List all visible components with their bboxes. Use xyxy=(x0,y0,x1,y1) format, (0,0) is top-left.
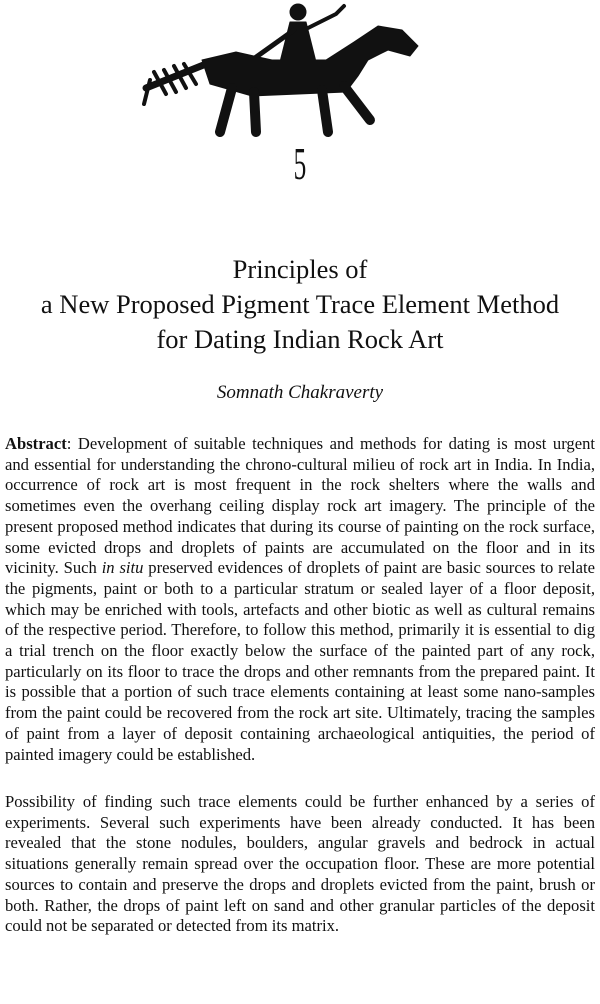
abstract-italic-term: in situ xyxy=(101,558,144,578)
abstract-text-part-2: preserved evidences of droplets of paint are basic sources to relate the pigments, paint or both to a particular stratum or sealed layer of a floor deposit, which may be enriched with tools, artefacts and other biotic as well as cultural remains of the respective period. Therefore, to follow this method, primarily it is essential to dig a trial trench on the floor exactly below the surface of the painted part of any rock, particularly on its floor to trace the drops and other remnants from the prepared paint. It is possible that a portion of such trace elements containing at least some nano-samples from the paint could be recovered from the rock art site. Ultimately, tracing the samples of paint from a layer of deposit containing archaeological antiquities, the period of painted imagery could be established. xyxy=(5,558,595,764)
rock-art-rider-illustration xyxy=(140,0,460,140)
abstract-paragraph xyxy=(5,434,595,765)
abstract-label: Abstract xyxy=(5,434,67,453)
title-line-3: for Dating Indian Rock Art xyxy=(156,324,444,354)
author-name: Somnath Chakraverty xyxy=(216,382,384,403)
title-line-2: a New Proposed Pigment Trace Element Method xyxy=(40,289,560,319)
body-paragraph-2: Possibility of finding such trace elements could be further enhanced by a series of experiments. Several such experiments have been already conducted. It has been revealed that the stone nodules, boulders, angular gravels and bedrock in actual situations generally remain spread over the occupation floor. These are more potential sources to contain and preserve the drops and droplets evicted from the paint, brush or both. Rather, the drops of paint left on sand and other granular particles of the deposit could not be separated or detected from its matrix. xyxy=(5,792,595,936)
chapter-number: 5 xyxy=(293,138,307,189)
abstract-text-part-1: : Development of suitable techniques and methods for dating is most urgent and essential for understanding the chrono-cultural milieu of rock art in India. In India, occurrence of rock art is most frequent in the rock shelters where the walls and sometimes even the overhang ceiling display rock art imagery. The principle of the present proposed method indicates that during its course of painting on the rock surface, some evicted drops and droplets of paints are accumulated on the floor and in its vicinity. Such xyxy=(5,434,595,578)
chapter-title xyxy=(0,252,600,357)
title-line-1: Principles of xyxy=(232,254,368,284)
